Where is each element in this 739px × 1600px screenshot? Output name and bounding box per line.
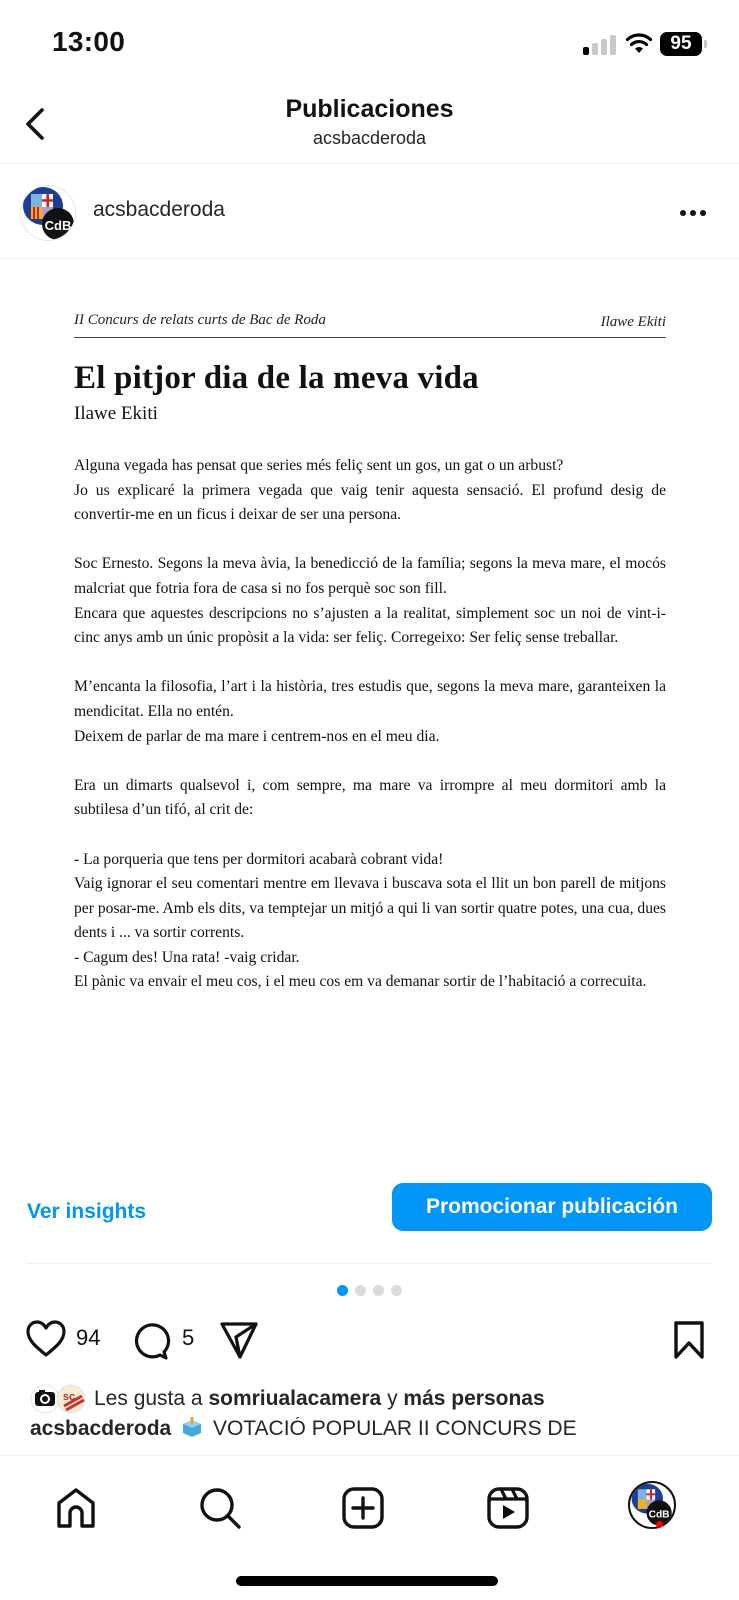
home-indicator[interactable] xyxy=(236,1576,498,1586)
document-author: Ilawe Ekiti xyxy=(74,403,158,424)
document-body xyxy=(74,454,666,1020)
profile-tab[interactable] xyxy=(628,1481,676,1529)
battery-indicator: 95 xyxy=(660,32,702,56)
liked-by-user[interactable]: somriualacamera xyxy=(208,1387,382,1410)
caption-text: VOTACIÓ POPULAR II CONCURS DE xyxy=(212,1417,577,1440)
create-icon[interactable] xyxy=(341,1486,385,1530)
paragraph xyxy=(74,454,666,528)
ellipsis-icon[interactable] xyxy=(680,203,712,223)
notification-dot xyxy=(656,1521,663,1528)
liker-avatars xyxy=(30,1384,88,1414)
promote-button[interactable]: Promocionar publicación xyxy=(392,1183,712,1231)
cellular-signal-icon xyxy=(583,35,617,55)
post-header xyxy=(0,165,739,259)
carousel-dot xyxy=(373,1285,384,1296)
battery-tip xyxy=(704,40,707,48)
club-logo-icon xyxy=(21,186,76,241)
text-line: Era un dimarts qualsevol i, com sempre, ma mare va irrompre al meu dormitori amb la subtilesa d’un tifó, al crit de: xyxy=(74,776,666,819)
sc-avatar-icon xyxy=(56,1384,86,1414)
likes-count[interactable]: 94 xyxy=(76,1325,101,1350)
text-line: - La porqueria que tens per dormitori acabarà cobrant vida! xyxy=(74,850,444,868)
share-icon[interactable] xyxy=(218,1319,260,1361)
comment-icon[interactable] xyxy=(130,1319,172,1361)
post-action-bar xyxy=(0,1315,739,1365)
search-icon[interactable] xyxy=(198,1486,242,1530)
text-line: Jo us explicaré la primera vegada que vaig tenir aquesta sensació. El profund desig de convertir-me en un ficus i deixar de ser una persona. xyxy=(74,481,666,524)
ballot-box-icon xyxy=(181,1417,203,1437)
divider xyxy=(26,1263,712,1264)
liked-by[interactable] xyxy=(30,1383,545,1415)
bookmark-icon[interactable] xyxy=(672,1319,706,1361)
text-line: Soc Ernesto. Segons la meva àvia, la benedicció de la família; segons la meva mare, el mocós malcriat que fotria fora de casa si no fos perquè soc son fill. xyxy=(74,555,666,597)
profile-avatar-icon xyxy=(630,1483,674,1527)
carousel-dot xyxy=(355,1285,366,1296)
text-line: Vaig ignorar el seu comentari mentre em llevava i buscava sota el llit un bon parell de mitjons per posar-me. Amb els dits, va temptejar un mitjó a qui li van sortir quatre potes, una cua, dues dents i ... va sortir corrents. xyxy=(74,875,666,942)
reels-icon[interactable] xyxy=(486,1486,530,1530)
carousel-indicator xyxy=(337,1285,402,1296)
text-line: Encara que aquestes descripcions no s’ajusten a la realitat, simplement soc un noi de vint-i-cinc anys amb un únic propòsit a la vida: ser feliç. Corregeixo: Ser feliç sense treballar. xyxy=(74,604,666,647)
liked-by-others[interactable]: más personas xyxy=(403,1387,545,1410)
document-running-header xyxy=(74,310,666,338)
status-bar xyxy=(0,0,739,90)
document-title: El pitjor dia de la meva vida xyxy=(74,360,479,396)
svg-text:sc: sc xyxy=(62,1391,76,1403)
insights-row xyxy=(0,1170,739,1262)
avatar[interactable] xyxy=(20,185,76,241)
page-subtitle: acsbacderoda xyxy=(312,128,427,148)
nav-header xyxy=(0,90,739,164)
caption-username[interactable]: acsbacderoda xyxy=(30,1417,172,1440)
paragraph xyxy=(74,552,666,650)
status-time: 13:00 xyxy=(52,26,126,57)
comments-count[interactable]: 5 xyxy=(182,1325,195,1350)
liked-by-prefix: Les gusta a xyxy=(94,1387,203,1410)
paragraph xyxy=(74,848,666,996)
text-line: Alguna vegada has pensat que series més feliç sent un gos, un gat o un arbust? xyxy=(74,457,564,474)
home-icon[interactable] xyxy=(54,1486,98,1530)
text-line: M’encanta la filosofia, l’art i la història, tres estudis que, segons la meva mare, garanteixen la mendicitat. Ella no entén. xyxy=(74,678,666,720)
carousel-dot xyxy=(391,1285,402,1296)
text-line: El pànic va envair el meu cos, i el meu cos em va demanar sortir de l’habitació a correcuita. xyxy=(74,973,647,991)
post-username[interactable]: acsbacderoda xyxy=(93,198,225,221)
carousel-dot-active xyxy=(337,1285,348,1296)
running-header-right: Ilawe Ekiti xyxy=(600,314,666,330)
svg-text:CdB: CdB xyxy=(44,218,72,233)
wifi-icon xyxy=(625,31,653,55)
text-line: - Cagum des! Una rata! -vaig cridar. xyxy=(74,948,300,966)
liked-by-conj: y xyxy=(387,1387,398,1410)
heart-icon[interactable] xyxy=(25,1319,67,1359)
text-line: Deixem de parlar de ma mare i centrem-nos en el meu dia. xyxy=(74,727,440,745)
caption[interactable] xyxy=(30,1417,720,1453)
ver-insights-link[interactable]: Ver insights xyxy=(27,1200,147,1223)
page-title: Publicaciones xyxy=(285,95,454,123)
post-image[interactable] xyxy=(0,260,739,1170)
svg-text:CdB: CdB xyxy=(648,1509,670,1521)
running-header-left: II Concurs de relats curts de Bac de Roda xyxy=(74,312,326,328)
paragraph xyxy=(74,774,666,823)
paragraph xyxy=(74,675,666,749)
